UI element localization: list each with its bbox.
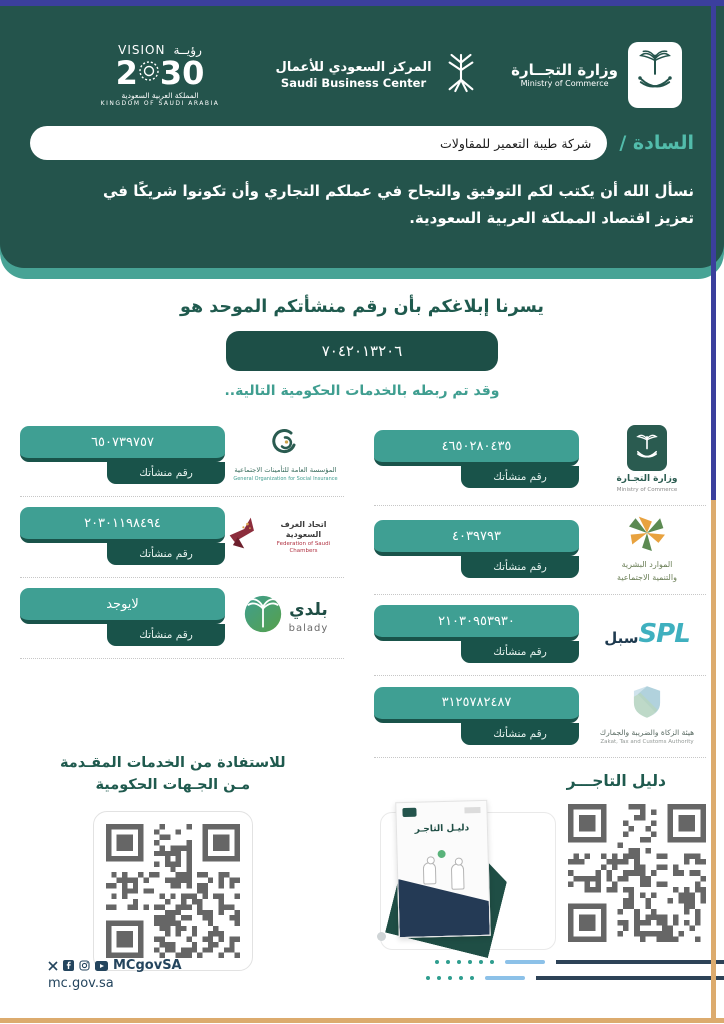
merchant-guide-row <box>369 804 706 950</box>
gosi-service-logo <box>226 427 344 482</box>
spl-name-en: SPL <box>638 618 690 649</box>
service-name-ar-line1: الموارد البشرية <box>621 559 673 569</box>
vision-kingdom-ar: المملكة العربية السعودية <box>121 91 199 101</box>
gov-services-title-line2: مـن الجـهات الحكومية <box>95 777 251 794</box>
service-zatca <box>374 676 706 758</box>
service-name-ar: وزارة التجـارة <box>616 474 678 484</box>
right-accent-blue <box>711 6 716 500</box>
vision-kingdom-en: KINGDOM OF SAUDI ARABIA <box>100 100 220 108</box>
service-name-en: Zakat, Tax and Customs Authority <box>600 738 694 745</box>
gov-services-title-line1: للاستفادة من الخدمات المقـدمة <box>60 755 286 771</box>
vision-2030-logo <box>76 43 244 108</box>
booklet-logo-chip <box>402 808 416 817</box>
vision-year-2: 2 <box>115 54 138 93</box>
person-figure <box>423 862 437 884</box>
gov-services-qr-card <box>93 811 253 971</box>
moc-emblem-badge <box>628 42 682 108</box>
palm-swords-icon <box>627 425 667 471</box>
service-name-en: balady <box>288 622 329 634</box>
decor-row-1 <box>426 960 724 964</box>
balady-palm-globe-icon <box>243 594 283 640</box>
chambers-service-logo <box>226 516 344 556</box>
decor-dash <box>485 976 525 980</box>
merchant-guide-block <box>369 748 706 971</box>
gosi-swirl-icon <box>268 427 302 463</box>
establishment-number: ٢١٠٣٠٩٥٣٩٣٠ <box>374 605 579 641</box>
establishment-number: لايوجد <box>20 588 225 624</box>
youtube-icon <box>95 961 108 971</box>
saudi-business-center-logo <box>276 51 480 99</box>
decorative-dot <box>377 932 386 941</box>
company-name-field[interactable] <box>30 126 607 160</box>
services-column-right <box>374 416 706 758</box>
number-label: رقم منشأتك <box>461 466 579 488</box>
sbc-wordmark <box>276 60 432 91</box>
facebook-icon <box>63 960 74 971</box>
merchant-guide-qr-code <box>568 804 706 942</box>
service-name-en: General Organization for Social Insurance <box>233 476 338 483</box>
establishment-number: ٢٠٣٠١١٩٨٤٩٤ <box>20 507 225 543</box>
letter-footer <box>0 948 724 1012</box>
ministry-of-commerce-logo <box>511 42 682 108</box>
hrsd-service-logo <box>588 515 706 584</box>
logos-row <box>30 32 694 118</box>
palm-swords-icon <box>635 47 675 103</box>
sbc-name-en: Saudi Business Center <box>280 75 427 90</box>
number-badge <box>20 507 225 565</box>
number-label: رقم منشأتك <box>107 543 225 565</box>
service-name-en: Ministry of Commerce <box>616 486 678 493</box>
balady-wordmark <box>289 599 329 634</box>
service-balady <box>20 578 344 659</box>
number-badge <box>20 588 225 646</box>
balady-service-logo <box>226 594 344 640</box>
gov-services-qr-block <box>18 748 328 971</box>
spl-name-ar: سبل <box>604 629 639 648</box>
vision-year-30: 30 <box>159 54 205 93</box>
spl-wordmark <box>604 618 690 649</box>
decor-line <box>536 976 724 980</box>
bottom-accent-tan <box>0 1018 724 1023</box>
sbc-palm-mark-icon <box>442 51 480 99</box>
establishment-number: ٦٥٠٧٣٩٧٥٧ <box>20 426 225 462</box>
top-accent-bar <box>0 0 724 6</box>
unified-number-value: ٧٠٤٢٠١٣٢٠٦ <box>321 342 403 360</box>
unified-number-pill <box>226 331 498 371</box>
service-spl <box>374 595 706 676</box>
spl-service-logo <box>588 618 706 649</box>
decor-dash <box>505 960 545 964</box>
person-figure <box>451 863 465 889</box>
decor-dots <box>426 976 474 980</box>
zatca-shield-icon <box>631 685 663 725</box>
service-gosi <box>20 416 344 497</box>
establishment-number: ٤٦٥٠٢٨٠٤٣٥ <box>374 430 579 466</box>
hrsd-star-icon <box>627 515 667 557</box>
company-name-value: شركة طيبة التعمير للمقاولات <box>440 135 592 151</box>
instagram-icon <box>79 960 90 971</box>
number-badge <box>374 605 579 663</box>
social-row <box>48 958 182 973</box>
salutation-row <box>30 126 694 160</box>
gov-services-qr-code <box>106 824 240 958</box>
vision-ar: رؤيــة <box>173 42 202 57</box>
x-twitter-icon <box>48 961 58 971</box>
vision-emblem-icon <box>138 57 160 89</box>
service-name-en: Federation of Saudi Chambers <box>276 541 331 554</box>
social-handle: MCgovSA <box>113 958 182 973</box>
service-name-ar: هيئة الزكاة والضريبة والجمارك <box>599 728 695 738</box>
establishment-number: ٤٠٣٩٧٩٣ <box>374 520 579 556</box>
greeting-message: نسأل الله أن يكتب لكم التوفيق والنجاح في عملكم التجاري وأن تكونوا شريكًا في تعزيز اقتصاد المملكة العربية السعودية. <box>103 182 694 227</box>
number-badge <box>374 430 579 488</box>
moc-wordmark <box>511 61 618 90</box>
check-badge-icon <box>438 850 446 858</box>
number-label: رقم منشأتك <box>107 624 225 646</box>
right-accent-tan <box>711 500 716 1020</box>
gov-services-title <box>18 752 328 797</box>
decor-line <box>556 960 724 964</box>
salutation-label: السادة / <box>619 132 694 154</box>
number-label: رقم منشأتك <box>461 723 579 745</box>
establishment-number: ٣١٢٥٧٨٢٤٨٧ <box>374 687 579 723</box>
zatca-service-logo <box>588 685 706 746</box>
services-column-left <box>20 416 344 758</box>
moc-name-en: Ministry of Commerce <box>520 79 609 89</box>
service-name-ar-line2: والتنمية الاجتماعية <box>617 573 677 583</box>
row-separator <box>20 658 344 659</box>
booklet-cover-title: دليـل التاجـر <box>414 823 470 835</box>
number-label: رقم منشأتك <box>461 556 579 578</box>
number-badge <box>374 520 579 578</box>
chambers-wordmark <box>262 517 344 555</box>
sbc-name-ar: المركز السعودي للأعمال <box>275 59 432 75</box>
number-badge <box>20 426 225 484</box>
moc-service-logo <box>588 425 706 494</box>
merchant-guide-booklet-image <box>380 812 556 950</box>
linked-services-grid <box>20 416 706 758</box>
moc-name-ar: وزارة التجــارة <box>511 60 618 79</box>
booklet-cover-wedge <box>398 877 489 937</box>
booklet-cover <box>395 800 491 938</box>
service-chambers <box>20 497 344 578</box>
vision-year <box>76 54 244 93</box>
qr-section <box>18 748 706 971</box>
website-url: mc.gov.sa <box>48 976 114 991</box>
service-name-ar: المؤسسة العامة للتأمينات الاجتماعية <box>234 466 337 475</box>
vision-en: VISION <box>118 42 166 57</box>
number-label: رقم منشأتك <box>461 641 579 663</box>
letter-header <box>0 6 724 268</box>
service-name-ar: اتحاد الغرف السعودية <box>280 520 327 540</box>
service-name-ar: بلدي <box>289 600 328 621</box>
unified-number-headline: يسرنا إبلاغكم بأن رقم منشأتكم الموحد هو <box>180 297 544 317</box>
service-hrsd <box>374 506 706 596</box>
booklet-logo-chip-2 <box>464 807 480 813</box>
merchant-guide-title: دليل التاجـــر <box>566 772 666 790</box>
social-block <box>48 958 182 991</box>
decor-row-2 <box>426 976 724 980</box>
number-badge <box>374 687 579 745</box>
number-label: رقم منشأتك <box>107 462 225 484</box>
footer-decoration <box>426 960 724 992</box>
linked-services-note: وقد تم ربطه بالخدمات الحكومية التالية.. <box>224 383 500 399</box>
decor-dots <box>435 960 494 964</box>
chambers-arrow-icon <box>226 516 256 556</box>
service-moc <box>374 416 706 506</box>
